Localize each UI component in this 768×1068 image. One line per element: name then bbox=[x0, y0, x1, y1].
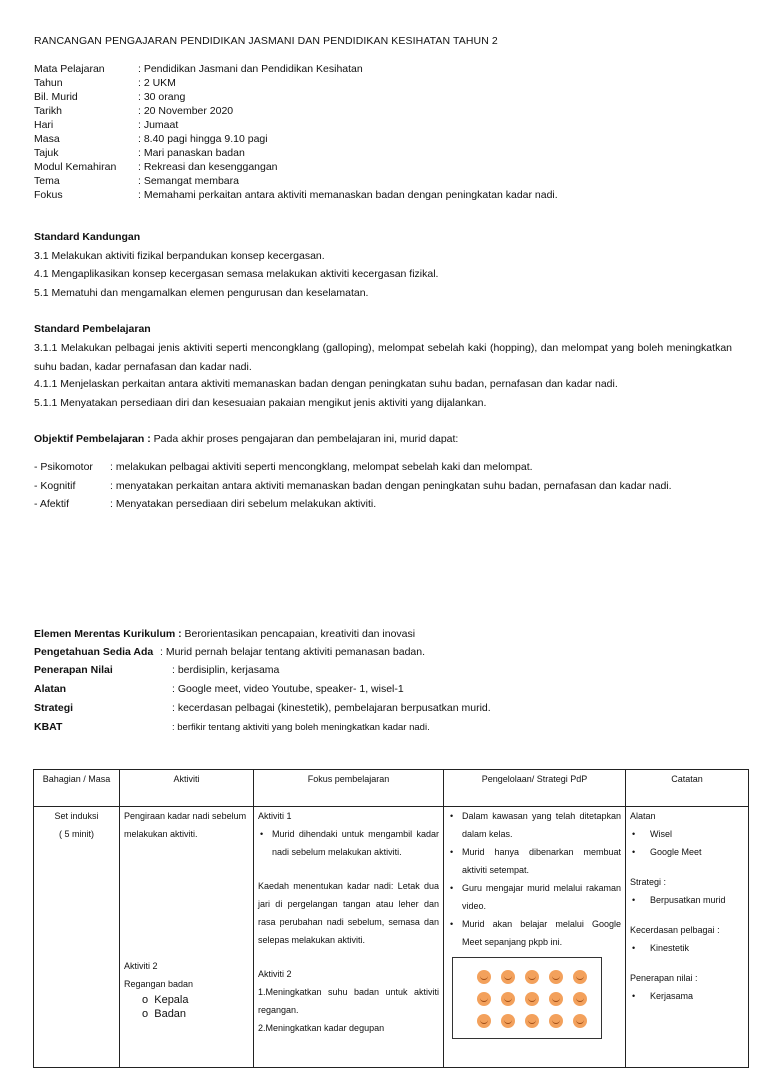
catatan-item: • Wisel bbox=[630, 825, 744, 843]
standard-kandungan-item: 5.1 Mematuhi dan mengamalkan elemen pengurusan dan keselamatan. bbox=[34, 287, 369, 299]
elemen-label: Elemen Merentas Kurikulum : bbox=[34, 628, 182, 640]
info-value: : 20 November 2020 bbox=[138, 105, 234, 117]
elemen-value: : Google meet, video Youtube, speaker- 1, wisel-1 bbox=[172, 683, 404, 695]
catatan-alatan-title: Alatan bbox=[630, 811, 656, 821]
smiley-face-icon bbox=[549, 970, 563, 984]
pengelolaan-cell bbox=[444, 807, 626, 1068]
fokus-a2-item: 1.Meningkatkan suhu badan untuk aktiviti regangan. bbox=[258, 987, 439, 1015]
info-value: : 8.40 pagi hingga 9.10 pagi bbox=[138, 133, 268, 145]
smiley-face-icon bbox=[501, 992, 515, 1006]
aktiviti-2-item: o Badan bbox=[142, 1008, 187, 1020]
elemen-line bbox=[34, 627, 415, 641]
standard-pembelajaran-para: 3.1.1 Melakukan pelbagai jenis aktiviti seperti mencongklang (galloping), melompat sebelah kaki (hopping), dan melompat yang boleh meningkatkan suhu badan, kadar pernafasan dan kadar nadi. bbox=[34, 342, 732, 373]
fokus-a2-title: Aktiviti 2 bbox=[258, 969, 292, 979]
header-catatan: Catatan bbox=[626, 770, 749, 807]
info-label: Tarikh bbox=[34, 105, 63, 117]
spacer bbox=[630, 861, 744, 873]
bahagian-time: ( 5 minit) bbox=[58, 829, 94, 839]
standard-pembelajaran-item: 5.1.1 Menyatakan persediaan diri dan kesesuaian pakaian mengikut jenis aktiviti yang dijalankan. bbox=[34, 397, 487, 409]
smiley-face-icon bbox=[549, 992, 563, 1006]
spacer bbox=[630, 909, 744, 921]
elemen-value: Berorientasikan pencapaian, kreativiti dan inovasi bbox=[181, 628, 416, 640]
standard-kandungan-item: 4.1 Mengaplikasikan konsep kecergasan semasa melakukan aktiviti kecergasan fizikal. bbox=[34, 268, 439, 280]
smiley-face-icon bbox=[477, 992, 491, 1006]
catatan-item: • Google Meet bbox=[630, 843, 744, 861]
elemen-value: : kecerdasan pelbagai (kinestetik), pembelajaran berpusatkan murid. bbox=[172, 702, 491, 714]
objektif-intro: Pada akhir proses pengajaran dan pembelajaran ini, murid dapat: bbox=[150, 433, 459, 445]
aktiviti-2-sub: Regangan badan bbox=[124, 979, 194, 989]
info-value: : 2 UKM bbox=[138, 77, 176, 89]
smiley-face-icon bbox=[477, 1014, 491, 1028]
aktiviti-2-item: o Kepala bbox=[142, 994, 189, 1006]
header-bahagian: Bahagian / Masa bbox=[34, 770, 120, 807]
elemen-label: Pengetahuan Sedia Ada bbox=[34, 646, 154, 658]
header-fokus: Fokus pembelajaran bbox=[254, 770, 444, 807]
spacer bbox=[630, 957, 744, 969]
info-label: Modul Kemahiran bbox=[34, 161, 117, 173]
table-header-row bbox=[34, 770, 749, 807]
info-label: Fokus bbox=[34, 189, 63, 201]
aktiviti-cell bbox=[120, 807, 254, 1068]
info-label: Bil. Murid bbox=[34, 91, 78, 103]
fokus-cell bbox=[254, 807, 444, 1068]
bahagian-cell bbox=[34, 807, 120, 1068]
catatan-item: • Kerjasama bbox=[630, 987, 744, 1005]
info-label: Masa bbox=[34, 133, 60, 145]
pengelolaan-item: • Murid akan belajar melalui Google Meet sepanjang pkpb ini. bbox=[448, 915, 621, 951]
pengelolaan-item: • Guru mengajar murid melalui rakaman video. bbox=[448, 879, 621, 915]
catatan-item: • Berpusatkan murid bbox=[630, 891, 744, 909]
elemen-value: : berdisiplin, kerjasama bbox=[172, 664, 280, 676]
spacer bbox=[124, 843, 249, 957]
info-value: : Pendidikan Jasmani dan Pendidikan Kesihatan bbox=[138, 63, 363, 75]
objektif-label: - Psikomotor bbox=[34, 461, 93, 473]
header-aktiviti: Aktiviti bbox=[120, 770, 254, 807]
info-value: : Jumaat bbox=[138, 119, 179, 131]
catatan-item: • Kinestetik bbox=[630, 939, 744, 957]
objektif-value: : melakukan pelbagai aktiviti seperti mencongklang, melompat sebelah kaki dan melompat. bbox=[110, 461, 533, 473]
catatan-strategi-title: Strategi : bbox=[630, 877, 667, 887]
standard-kandungan-heading: Standard Kandungan bbox=[34, 231, 141, 243]
objektif-label: - Kognitif bbox=[34, 480, 76, 492]
fokus-kaedah: Kaedah menentukan kadar nadi: Letak dua jari di pergelangan tangan atau leher dan rasa perubahan nadi sebelum, semasa dan selepas melakukan aktiviti. bbox=[258, 881, 439, 945]
pengelolaan-item: • Murid hanya dibenarkan membuat aktiviti setempat. bbox=[448, 843, 621, 879]
catatan-kecerdasan-title: Kecerdasan pelbagai : bbox=[630, 925, 720, 935]
smiley-face-icon bbox=[501, 970, 515, 984]
smiley-face-icon bbox=[573, 970, 587, 984]
bahagian-name: Set induksi bbox=[54, 811, 99, 821]
info-value: : Memahami perkaitan antara aktiviti memanaskan badan dengan peningkatan kadar nadi. bbox=[138, 189, 558, 201]
header-pengelolaan: Pengelolaan/ Strategi PdP bbox=[444, 770, 626, 807]
elemen-value: : berfikir tentang aktiviti yang boleh meningkatkan kadar nadi. bbox=[172, 722, 430, 733]
fokus-a2-item: 2.Meningkatkan kadar degupan bbox=[258, 1023, 385, 1033]
lesson-table bbox=[33, 769, 749, 1068]
spacer bbox=[258, 949, 439, 965]
elemen-label: Strategi bbox=[34, 702, 74, 714]
smiley-face-icon bbox=[573, 1014, 587, 1028]
smiley-face-icon bbox=[549, 1014, 563, 1028]
standard-pembelajaran-heading: Standard Pembelajaran bbox=[34, 323, 151, 335]
smiley-face-icon bbox=[525, 992, 539, 1006]
smiley-face-icon bbox=[501, 1014, 515, 1028]
fokus-a1-bullet: • Murid dihendaki untuk mengambil kadar nadi sebelum melakukan aktiviti. bbox=[258, 825, 439, 861]
info-label: Tahun bbox=[34, 77, 63, 89]
objektif-line bbox=[34, 432, 458, 446]
elemen-label: Penerapan Nilai bbox=[34, 664, 113, 676]
aktiviti-2-item-text: Badan bbox=[154, 1008, 187, 1020]
standard-kandungan-item: 3.1 Melakukan aktiviti fizikal berpandukan konsep kecergasan. bbox=[34, 250, 325, 262]
fokus-a1-title: Aktiviti 1 bbox=[258, 811, 292, 821]
standard-pembelajaran-item: 4.1.1 Menjelaskan perkaitan antara aktiviti memanaskan badan dengan peningkatan suhu badan, pernafasan dan kadar nadi. bbox=[34, 378, 618, 390]
elemen-label: Alatan bbox=[34, 683, 67, 695]
info-label: Tema bbox=[34, 175, 60, 187]
objektif-label: - Afektif bbox=[34, 498, 70, 510]
info-value: : Semangat membara bbox=[138, 175, 239, 187]
catatan-nilai-title: Penerapan nilai : bbox=[630, 973, 698, 983]
info-label: Mata Pelajaran bbox=[34, 63, 105, 75]
elemen-label: KBAT bbox=[34, 721, 63, 733]
emoji-faces-image bbox=[452, 957, 602, 1039]
aktiviti-2-item-text: Kepala bbox=[154, 994, 189, 1006]
smiley-face-icon bbox=[525, 1014, 539, 1028]
info-label: Tajuk bbox=[34, 147, 59, 159]
smiley-face-icon bbox=[477, 970, 491, 984]
table-row bbox=[34, 807, 749, 1068]
info-value: : Rekreasi dan kesenggangan bbox=[138, 161, 278, 173]
info-label: Hari bbox=[34, 119, 54, 131]
info-value: : 30 orang bbox=[138, 91, 186, 103]
aktiviti-1-text: Pengiraan kadar nadi sebelum melakukan aktiviti. bbox=[124, 811, 247, 839]
catatan-cell bbox=[626, 807, 749, 1068]
objektif-value: : Menyatakan persediaan diri sebelum melakukan aktiviti. bbox=[110, 498, 377, 510]
elemen-value: : Murid pernah belajar tentang aktiviti pemanasan badan. bbox=[160, 646, 426, 658]
document-title: RANCANGAN PENGAJARAN PENDIDIKAN JASMANI DAN PENDIDIKAN KESIHATAN TAHUN 2 bbox=[34, 35, 498, 47]
objektif-value: : menyatakan perkaitan antara aktiviti memanaskan badan dengan peningkatan suhu badan, pernafasan dan kadar nadi. bbox=[110, 480, 672, 492]
objektif-heading: Objektif Pembelajaran : bbox=[34, 433, 151, 445]
pengelolaan-item: • Dalam kawasan yang telah ditetapkan dalam kelas. bbox=[448, 807, 621, 843]
spacer bbox=[258, 861, 439, 877]
aktiviti-2-title: Aktiviti 2 bbox=[124, 961, 158, 971]
smiley-face-icon bbox=[525, 970, 539, 984]
smiley-face-icon bbox=[573, 992, 587, 1006]
info-value: : Mari panaskan badan bbox=[138, 147, 245, 159]
